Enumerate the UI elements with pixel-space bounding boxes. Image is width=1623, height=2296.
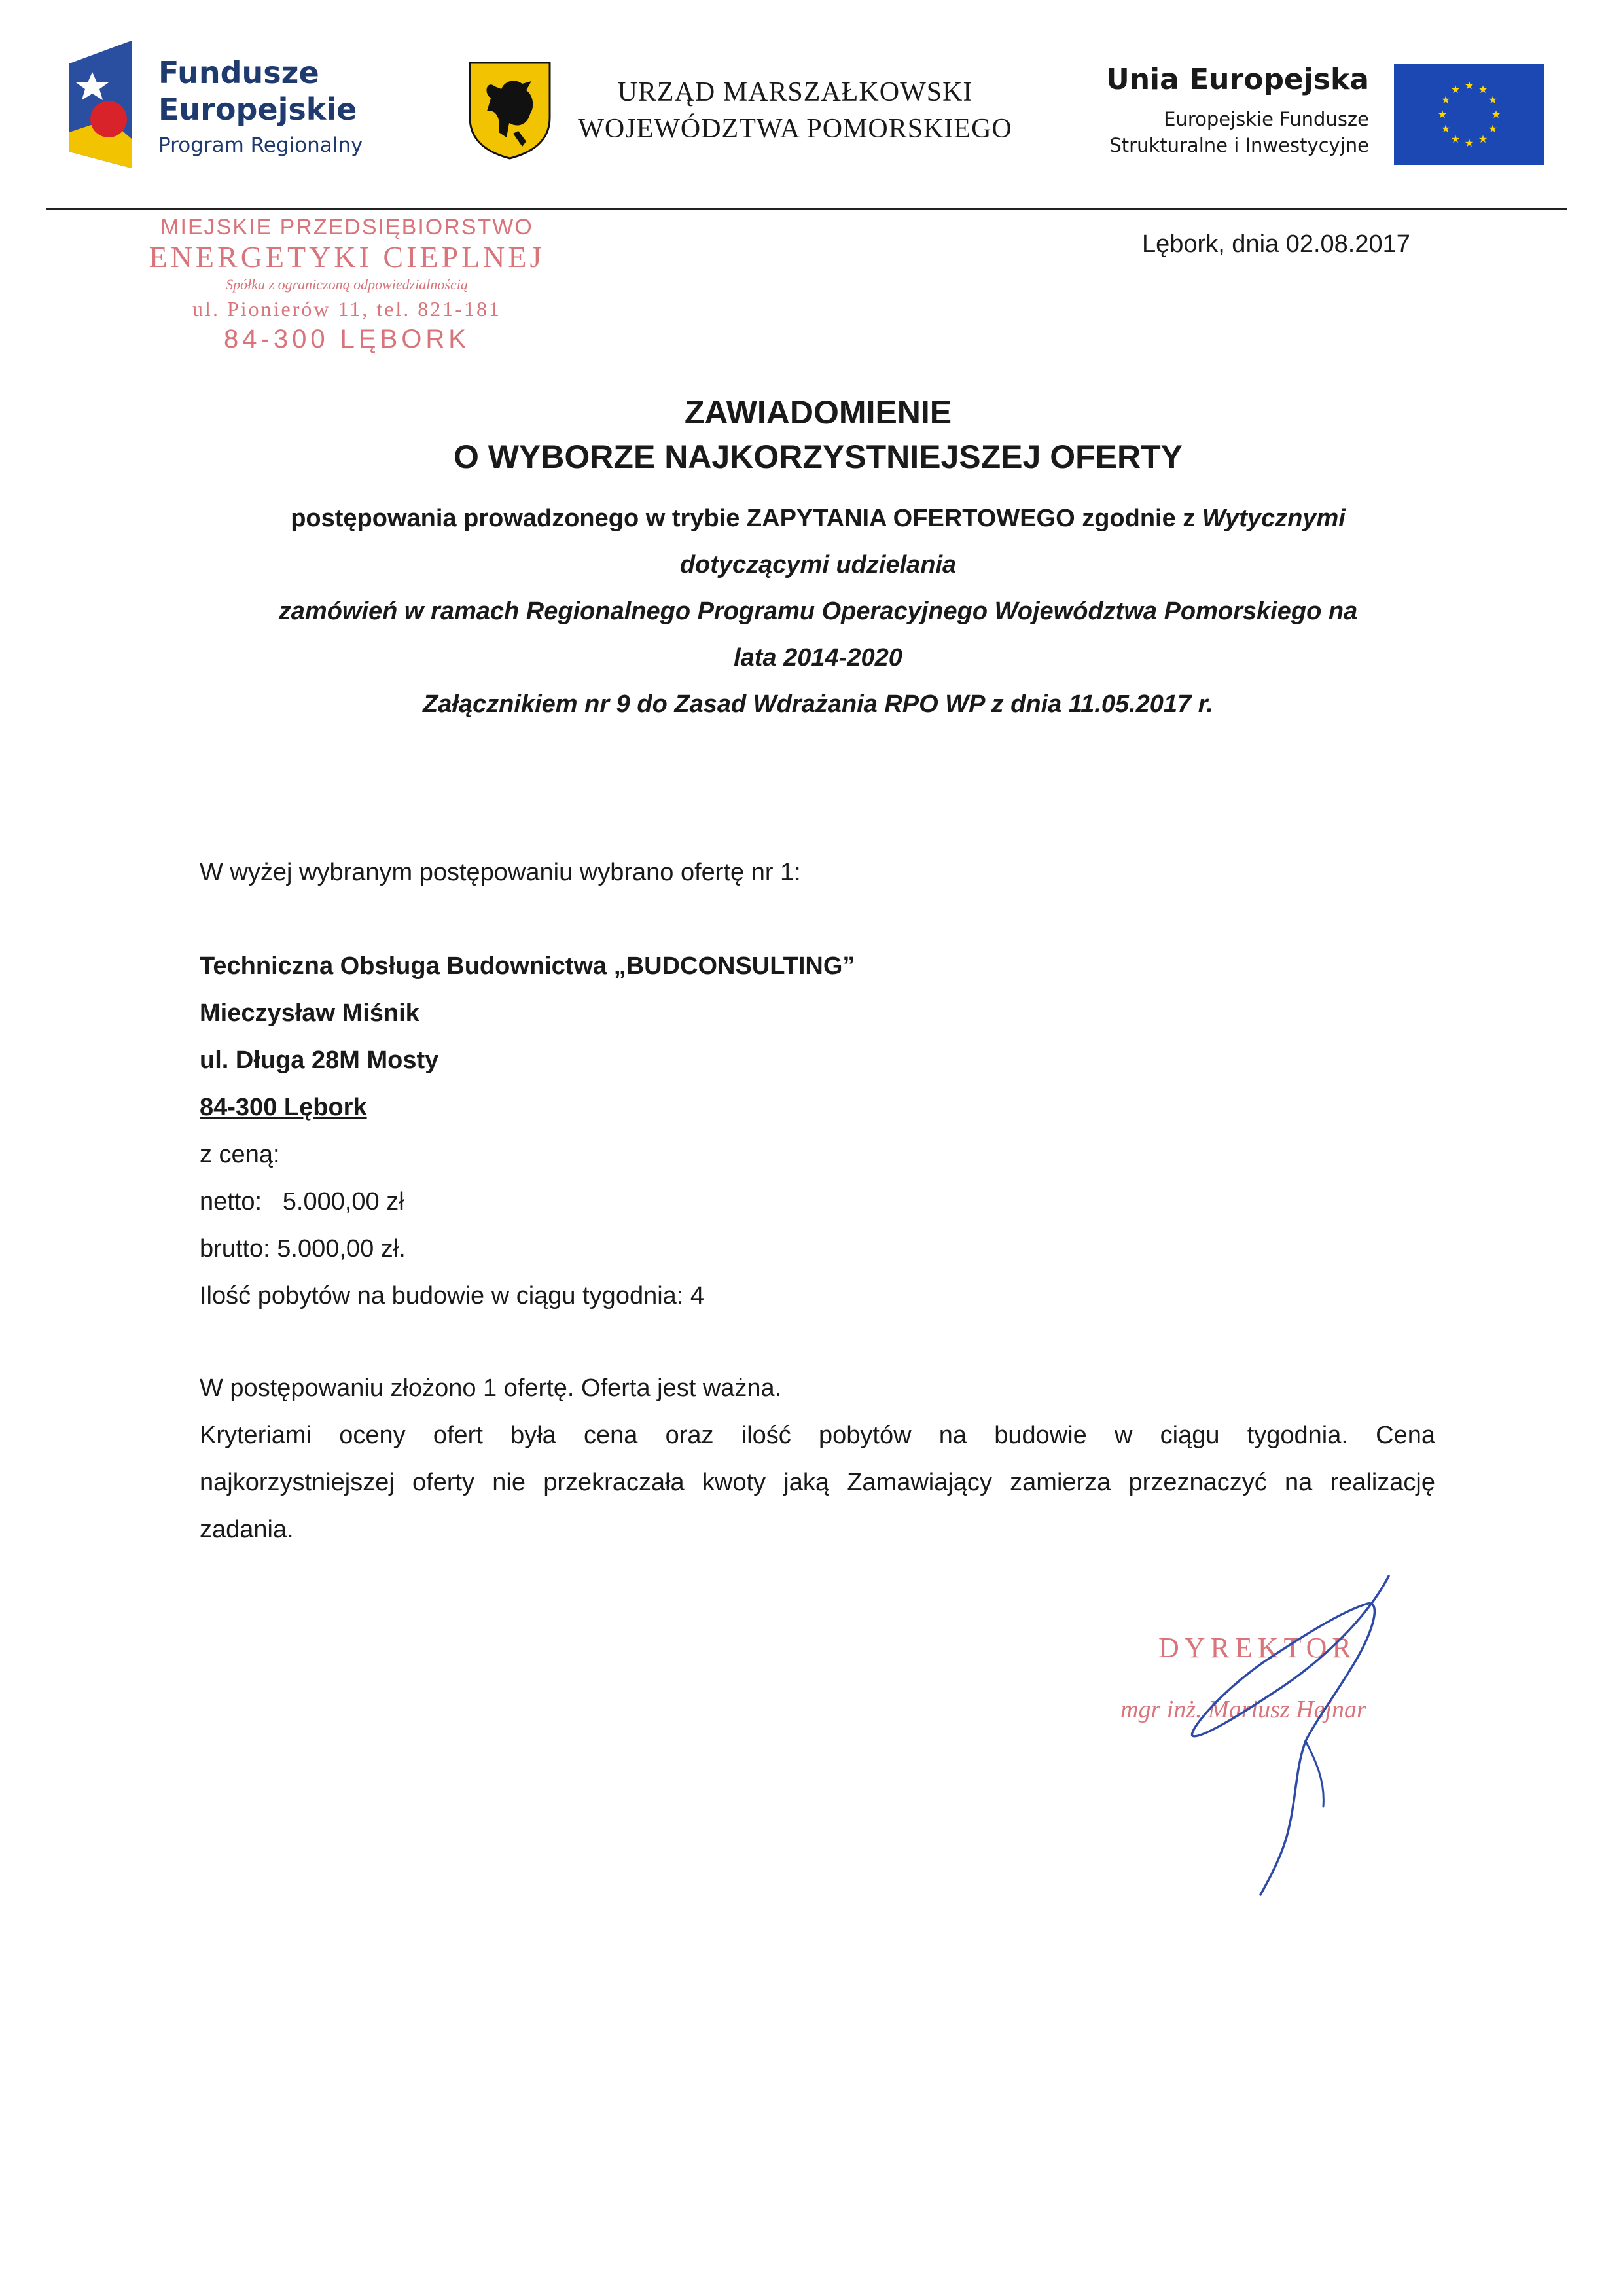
svg-text:★: ★	[1478, 133, 1488, 145]
title-line2: O WYBORZE NAJKORZYSTNIEJSZEJ OFERTY	[453, 439, 1183, 475]
svg-text:★: ★	[1488, 94, 1498, 106]
subtitle-line5: Załącznikiem nr 9 do Zasad Wdrażania RPO WP z dnia 11.05.2017 r.	[423, 691, 1213, 718]
criteria-line3: zadania.	[200, 1516, 294, 1543]
subtitle-line1-b: Wytycznymi	[1202, 505, 1346, 532]
fundusze-logo-icon	[63, 41, 135, 171]
document-subtitle	[196, 495, 1440, 728]
svg-text:★: ★	[1440, 122, 1451, 135]
unia-title: Unia Europejska	[1105, 63, 1369, 96]
price-netto: netto: 5.000,00 zł	[200, 1188, 404, 1215]
svg-text:★: ★	[1464, 79, 1474, 92]
svg-text:★: ★	[1450, 83, 1461, 96]
subtitle-line2: dotyczącymi udzielania	[679, 551, 957, 579]
stamp-line2: ENERGETYKI CIEPLNEJ	[149, 240, 545, 274]
fundusze-title-line1: Fundusze	[158, 55, 319, 90]
contractor-street: ul. Długa 28M Mosty	[200, 1047, 439, 1074]
svg-text:★: ★	[1488, 122, 1498, 135]
urzad-marszalkowski-logo	[465, 60, 1021, 165]
criteria-line1: Kryteriami oceny ofert była cena oraz ilość pobytów na budowie w ciągu tygodnia. Cena	[200, 1422, 1435, 1449]
stamp-line5: 84-300 LĘBORK	[224, 325, 470, 353]
price-label: z ceną:	[200, 1141, 280, 1168]
subtitle-line4: lata 2014-2020	[734, 644, 902, 672]
subtitle-line1-a: postępowania prowadzonego w trybie ZAPYTANIA OFERTOWEGO zgodnie z	[291, 505, 1202, 532]
company-stamp	[131, 208, 563, 359]
fundusze-europejskie-logo	[63, 41, 410, 171]
svg-text:★: ★	[1440, 94, 1451, 106]
stamp-line4: ul. Pionierów 11, tel. 821-181	[192, 297, 501, 321]
subtitle-line1	[196, 495, 1440, 542]
title-line1: ZAWIADOMIENIE	[684, 394, 952, 431]
svg-text:★: ★	[1450, 133, 1461, 145]
urzad-line2: WOJEWÓDZTWA POMORSKIEGO	[578, 114, 1012, 144]
griffin-crest-icon	[467, 60, 552, 160]
unia-europejska-logo	[1073, 63, 1544, 168]
offers-count: W postępowaniu złożono 1 ofertę. Oferta jest ważna.	[200, 1374, 782, 1402]
eu-flag-icon	[1394, 64, 1544, 165]
document-title	[196, 390, 1440, 479]
svg-text:★: ★	[1437, 108, 1448, 120]
place-and-date: Lębork, dnia 02.08.2017	[1142, 230, 1410, 258]
signature-block	[1106, 1564, 1433, 1905]
body-intro: W wyżej wybranym postępowaniu wybrano ofertę nr 1:	[200, 859, 801, 886]
svg-text:★: ★	[1491, 108, 1501, 120]
site-visits: Ilość pobytów na budowie w ciągu tygodnia: 4	[200, 1282, 705, 1310]
subtitle-line3: zamówień w ramach Regionalnego Programu Operacyjnego Województwa Pomorskiego na	[278, 598, 1358, 625]
signature-role-stamp: DYREKTOR	[1158, 1632, 1357, 1664]
criteria-line2: najkorzystniejszej oferty nie przekraczała kwoty jaką Zamawiający zamierza przeznaczyć na realizację	[200, 1469, 1435, 1496]
price-brutto: brutto: 5.000,00 zł.	[200, 1235, 406, 1263]
contractor-company: Techniczna Obsługa Budownictwa „BUDCONSULTING”	[200, 952, 855, 980]
unia-sub-line2: Strukturalne i Inwestycyjne	[1109, 134, 1369, 156]
svg-text:★: ★	[1464, 137, 1474, 149]
signature-name-stamp: mgr inż. Mariusz Hejnar	[1120, 1696, 1366, 1723]
handwritten-signature-icon	[1106, 1564, 1433, 1905]
contractor-owner: Mieczysław Miśnik	[200, 999, 419, 1027]
contractor-city: 84-300 Lębork	[200, 1094, 367, 1121]
stamp-line1: MIEJSKIE PRZEDSIĘBIORSTWO	[160, 215, 533, 240]
urzad-line1: URZĄD MARSZAŁKOWSKI	[617, 77, 973, 107]
stamp-line3: Spółka z ograniczoną odpowiedzialnością	[226, 276, 468, 293]
svg-text:★: ★	[1478, 83, 1488, 96]
fundusze-subtitle: Program Regionalny	[158, 134, 363, 157]
unia-sub-line1: Europejskie Fundusze	[1164, 108, 1369, 130]
fundusze-title-line2: Europejskie	[158, 92, 357, 127]
